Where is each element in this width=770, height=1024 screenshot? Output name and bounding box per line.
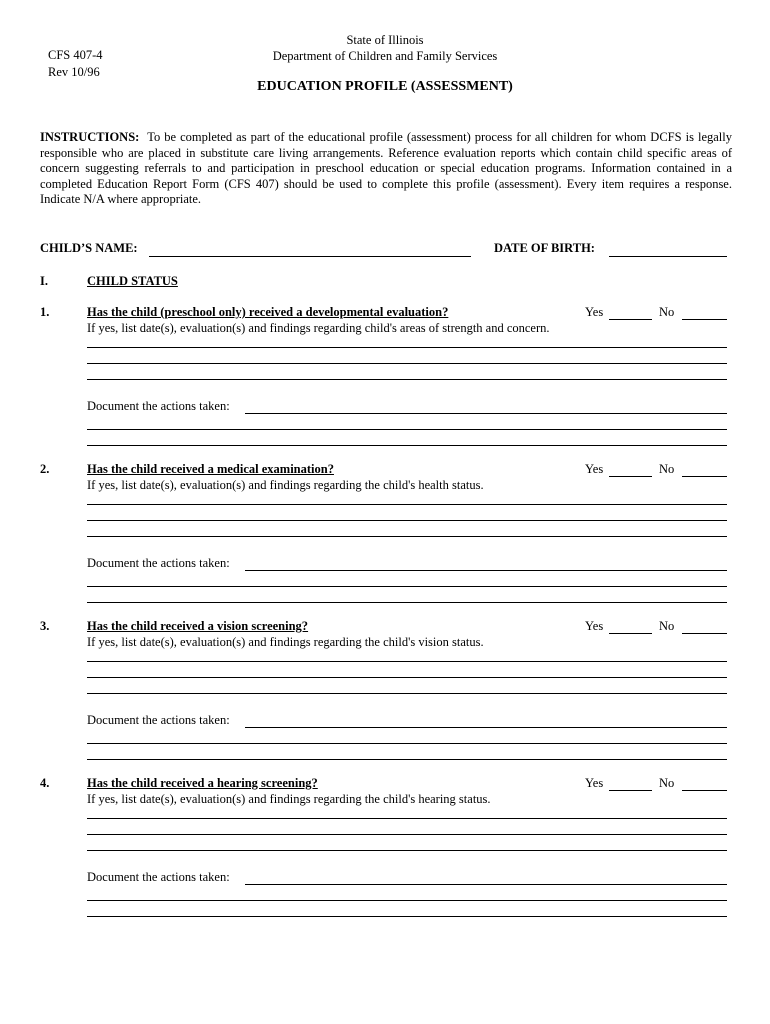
actions-line[interactable] bbox=[245, 727, 727, 728]
findings-line[interactable] bbox=[87, 536, 727, 537]
no-answer-field[interactable] bbox=[682, 633, 727, 634]
child-name-label: CHILD’S NAME: bbox=[40, 241, 138, 255]
actions-line[interactable] bbox=[87, 429, 727, 430]
form-id-block bbox=[48, 47, 103, 81]
question-number: 2. bbox=[40, 462, 50, 476]
actions-line[interactable] bbox=[87, 916, 727, 917]
actions-line[interactable] bbox=[245, 413, 727, 414]
instructions bbox=[40, 130, 732, 208]
child-info-row bbox=[40, 241, 728, 259]
document-actions-label: Document the actions taken: bbox=[87, 870, 230, 884]
dob-field[interactable] bbox=[609, 256, 727, 257]
findings-line[interactable] bbox=[87, 347, 727, 348]
form-revision: Rev 10/96 bbox=[48, 65, 100, 79]
question-subtext: If yes, list date(s), evaluation(s) and findings regarding the child's vision status. bbox=[87, 635, 484, 649]
yes-label: Yes bbox=[585, 776, 604, 790]
yes-label: Yes bbox=[585, 305, 604, 319]
findings-line[interactable] bbox=[87, 693, 727, 694]
instructions-label: INSTRUCTIONS: bbox=[40, 130, 140, 144]
agency-block bbox=[190, 32, 580, 64]
question-number: 4. bbox=[40, 776, 50, 790]
question-2 bbox=[0, 462, 770, 612]
findings-line[interactable] bbox=[87, 504, 727, 505]
document-actions-label: Document the actions taken: bbox=[87, 556, 230, 570]
question-text: Has the child received a vision screening? bbox=[87, 619, 309, 633]
question-text: Has the child received a hearing screening? bbox=[87, 776, 318, 790]
findings-line[interactable] bbox=[87, 850, 727, 851]
question-number: 1. bbox=[40, 305, 50, 319]
no-label: No bbox=[659, 305, 675, 319]
no-label: No bbox=[659, 462, 675, 476]
question-subtext: If yes, list date(s), evaluation(s) and findings regarding the child's hearing status. bbox=[87, 792, 491, 806]
yes-answer-field[interactable] bbox=[609, 790, 652, 791]
yes-answer-field[interactable] bbox=[609, 319, 652, 320]
no-answer-field[interactable] bbox=[682, 790, 727, 791]
no-answer-field[interactable] bbox=[682, 476, 727, 477]
no-label: No bbox=[659, 619, 675, 633]
findings-line[interactable] bbox=[87, 677, 727, 678]
actions-line[interactable] bbox=[87, 586, 727, 587]
no-label: No bbox=[659, 776, 675, 790]
form-number: CFS 407-4 bbox=[48, 48, 103, 62]
yes-answer-field[interactable] bbox=[609, 633, 652, 634]
actions-line[interactable] bbox=[87, 743, 727, 744]
findings-line[interactable] bbox=[87, 661, 727, 662]
question-3 bbox=[0, 619, 770, 769]
actions-line[interactable] bbox=[245, 570, 727, 571]
no-answer-field[interactable] bbox=[682, 319, 727, 320]
document-actions-label: Document the actions taken: bbox=[87, 399, 230, 413]
instructions-text: To be completed as part of the educational profile (assessment) process for all children for whom DCFS is legally responsible who are placed in substitute care living arrangements. Reference evaluation reports which contain child specific areas of concern suggesting referrals to and participation in preschool education or special education programs. Information contained in a completed Education Report Form (CFS 407) should be used to complete this profile (assessment). Every item requires a response. Indicate N/A where appropriate. bbox=[40, 130, 733, 206]
question-number: 3. bbox=[40, 619, 50, 633]
question-1 bbox=[0, 305, 770, 455]
actions-line[interactable] bbox=[87, 445, 727, 446]
child-name-field[interactable] bbox=[149, 256, 471, 257]
question-text: Has the child (preschool only) received a developmental evaluation? bbox=[87, 305, 449, 319]
yes-label: Yes bbox=[585, 462, 604, 476]
question-subtext: If yes, list date(s), evaluation(s) and findings regarding the child's health status. bbox=[87, 478, 484, 492]
findings-line[interactable] bbox=[87, 520, 727, 521]
findings-line[interactable] bbox=[87, 363, 727, 364]
document-actions-label: Document the actions taken: bbox=[87, 713, 230, 727]
findings-line[interactable] bbox=[87, 818, 727, 819]
yes-label: Yes bbox=[585, 619, 604, 633]
yes-answer-field[interactable] bbox=[609, 476, 652, 477]
section-number: I. bbox=[40, 274, 48, 288]
actions-line[interactable] bbox=[87, 759, 727, 760]
actions-line[interactable] bbox=[245, 884, 727, 885]
section-title: CHILD STATUS bbox=[87, 274, 178, 288]
question-4 bbox=[0, 776, 770, 926]
actions-line[interactable] bbox=[87, 900, 727, 901]
state-name: State of Illinois bbox=[346, 33, 424, 47]
department-name: Department of Children and Family Services bbox=[272, 49, 498, 63]
question-subtext: If yes, list date(s), evaluation(s) and findings regarding child's areas of strength and concern. bbox=[87, 321, 550, 335]
page-title: EDUCATION PROFILE (ASSESSMENT) bbox=[257, 79, 513, 94]
question-text: Has the child received a medical examination? bbox=[87, 462, 334, 476]
dob-label: DATE OF BIRTH: bbox=[494, 241, 595, 255]
actions-line[interactable] bbox=[87, 602, 727, 603]
findings-line[interactable] bbox=[87, 834, 727, 835]
findings-line[interactable] bbox=[87, 379, 727, 380]
